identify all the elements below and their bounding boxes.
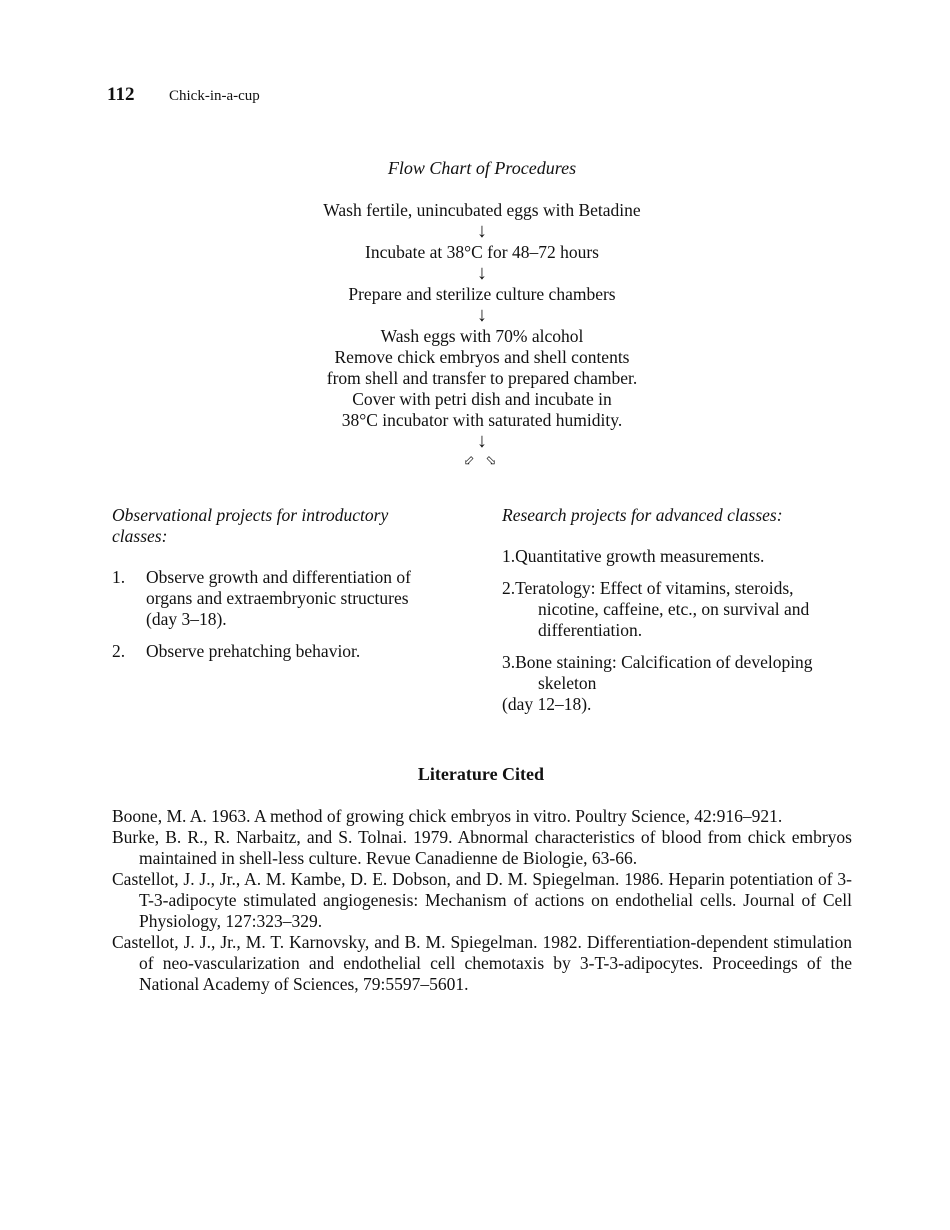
down-arrow-icon: ↓ [477, 220, 487, 242]
list-item-text: Observe growth and differentiation of organs and extraembryonic structures (day 3–18). [146, 567, 412, 629]
running-title: Chick-in-a-cup [169, 88, 260, 104]
flow-step-line: Remove chick embryos and shell contents [334, 347, 630, 367]
list-item [112, 567, 442, 630]
flow-step-4 [0, 326, 950, 431]
flow-step-line: 38°C incubator with saturated humidity. [341, 410, 623, 430]
down-arrow-icon: ↓ [477, 304, 487, 326]
literature-heading: Literature Cited [417, 764, 545, 784]
flow-step-1 [0, 200, 950, 221]
list-item-number: 1. [112, 567, 126, 587]
flow-step-line: from shell and transfer to prepared chamber. [326, 368, 638, 388]
down-arrow-icon: ↓ [477, 430, 487, 452]
flow-step-3 [0, 284, 950, 305]
research-heading [502, 505, 852, 526]
list-item-number: 2. [112, 641, 126, 661]
reference-entry: Burke, B. R., R. Narbaitz, and S. Tolnai. 1979. Abnormal characteristics of blood from chick embryos maintained in shell-less culture. Revue Canadienne de Biologie, 63-66. [112, 827, 852, 868]
list-item [112, 641, 442, 662]
down-arrow-icon: ↓ [477, 262, 487, 284]
flowchart [0, 200, 950, 470]
flow-step-2 [0, 242, 950, 263]
flowchart-title: Flow Chart of Procedures [387, 158, 577, 178]
reference-entry: Castellot, J. J., Jr., A. M. Kambe, D. E. Dobson, and D. M. Spiegelman. 1986. Heparin potentiation of 3-T-3-adipocyte stimulated angiogenesis: Mechanism of actions on endothelial cells. Journal of Cell Physiology, 127:323–329. [112, 869, 852, 931]
research-heading-text: Research projects for advanced classes [502, 505, 777, 525]
reference-entry: Castellot, J. J., Jr., M. T. Karnovsky, and B. M. Spiegelman. 1982. Differentiation-dependent stimulation of neo-vascularization and endothelial cell chemotaxis by 3-T-3-adipocytes. Proceedings of the National Academy of Sciences, 79:5597–5601. [112, 932, 852, 994]
flow-step-line: Wash eggs with 70% alcohol [380, 326, 584, 346]
flow-step-line: Wash fertile, unincubated eggs with Betadine [323, 200, 641, 220]
flow-step-line: Cover with petri dish and incubate in [352, 389, 612, 409]
split-arrows-icon: ⬃ ⬂ [463, 453, 501, 468]
list-item: 3.Bone staining: Calcification of developing skeleton [502, 652, 813, 693]
observational-projects [112, 505, 442, 673]
list-item-text: Observe prehatching behavior. [146, 641, 361, 661]
research-heading-colon: : [776, 505, 783, 525]
list-item: 1.Quantitative growth measurements. [502, 546, 765, 566]
observational-heading: Observational projects for introductory classes: [112, 505, 389, 546]
page-number: 112 [107, 84, 135, 105]
reference-entry: Boone, M. A. 1963. A method of growing chick embryos in vitro. Poultry Science, 42:916–921. [112, 806, 783, 826]
page-header [107, 84, 260, 106]
flow-step-line: Prepare and sterilize culture chambers [348, 284, 616, 304]
research-projects [502, 505, 852, 715]
flow-step-line: Incubate at 38°C for 48–72 hours [365, 242, 599, 262]
list-item-continuation: (day 12–18). [502, 694, 592, 714]
list-item: 2.Teratology: Effect of vitamins, steroids, nicotine, caffeine, etc., on survival and differentiation. [502, 578, 810, 640]
reference-list [112, 806, 852, 995]
